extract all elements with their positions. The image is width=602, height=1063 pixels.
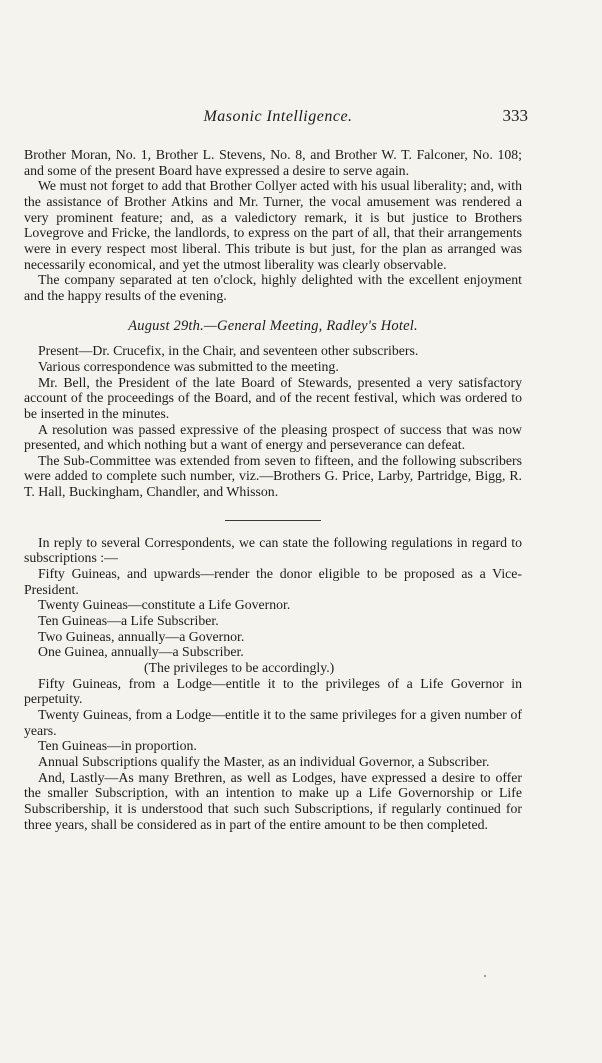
regulations-intro: In reply to several Correspondents, we can state the following regulations in regard to subscriptions :— — [24, 534, 522, 566]
regulation-item: Ten Guineas—a Life Subscriber. — [38, 613, 219, 629]
regulation-item: Fifty Guineas, and upwards—render the donor eligible to be proposed as a Vice-President. — [24, 566, 522, 597]
paragraph: Present—Dr. Crucefix, in the Chair, and seventeen other subscribers. — [38, 343, 419, 359]
regulation-item: Twenty Guineas, from a Lodge—entitle it to the same privileges for a given number of years. — [24, 707, 522, 738]
regulation-item: Two Guineas, annually—a Governor. — [38, 628, 245, 644]
regulation-item: And, Lastly—As many Brethren, as well as Lodges, have expressed a desire to offer the smaller Subscription, with an intention to make up a Life Governorship or Life Subscribership, it is understood that such such Subscriptions, if regularly continued for three years, shall be considered as in part of the entire amount to be then completed. — [24, 769, 522, 832]
regulation-item: Fifty Guineas, from a Lodge—entitle it to the privileges of a Life Governor in perpetuity. — [24, 675, 522, 707]
regulation-item: Ten Guineas—in proportion. — [38, 738, 197, 754]
meeting-heading: August 29th.—General Meeting, Radley's Hotel. — [128, 317, 418, 334]
paragraph: A resolution was passed expressive of the pleasing prospect of success that was now presented, and which nothing but a want of energy and perseverance can defeat. — [24, 421, 522, 453]
paper-speck — [484, 975, 486, 977]
regulation-item: Twenty Guineas—constitute a Life Governor. — [38, 597, 291, 613]
regulation-item: One Guinea, annually—a Subscriber. — [38, 644, 244, 660]
running-head: Masonic Intelligence. — [203, 108, 353, 125]
privileges-note: (The privileges to be accordingly.) — [144, 660, 335, 676]
paragraph: The company separated at ten o'clock, highly delighted with the excellent enjoyment and the happy results of the evening. — [24, 272, 522, 303]
paragraph: Various correspondence was submitted to the meeting. — [38, 358, 339, 374]
page-body — [24, 147, 522, 832]
page-number: 333 — [502, 106, 528, 125]
paragraph: Mr. Bell, the President of the late Board of Stewards, presented a very satisfactory account of the proceedings of the Board, and of the recent festival, which was ordered to be inserted in the minutes. — [24, 374, 522, 421]
section-divider — [225, 520, 321, 521]
page-header — [28, 108, 528, 132]
paragraph: We must not forget to add that Brother Collyer acted with his usual liberality; and, with the assistance of Brother Atkins and Mr. Turner, the vocal amusement was rendered a very prominent feature; and, as a valedictory remark, it is but justice to Brothers Lovegrove and Fricke, the landlords, to express on the part of all, that their arrangements were in every respect most liberal. This tribute is but just, for the plan as arranged was necessarily economical, and yet the utmost liberality was clearly observable. — [24, 178, 522, 272]
paragraph: The Sub-Committee was extended from seven to fifteen, and the following subscribers were added to complete such number, viz.—Brothers G. Price, Larby, Partridge, Bigg, R. T. Hall, Buckingham, Chandler, and Whisson. — [24, 452, 522, 500]
regulation-item: Annual Subscriptions qualify the Master, as an individual Governor, a Subscriber. — [38, 753, 490, 769]
paragraph: Brother Moran, No. 1, Brother L. Stevens, No. 8, and Brother W. T. Falconer, No. 108; and some of the present Board have expressed a desire to serve again. — [24, 147, 522, 178]
